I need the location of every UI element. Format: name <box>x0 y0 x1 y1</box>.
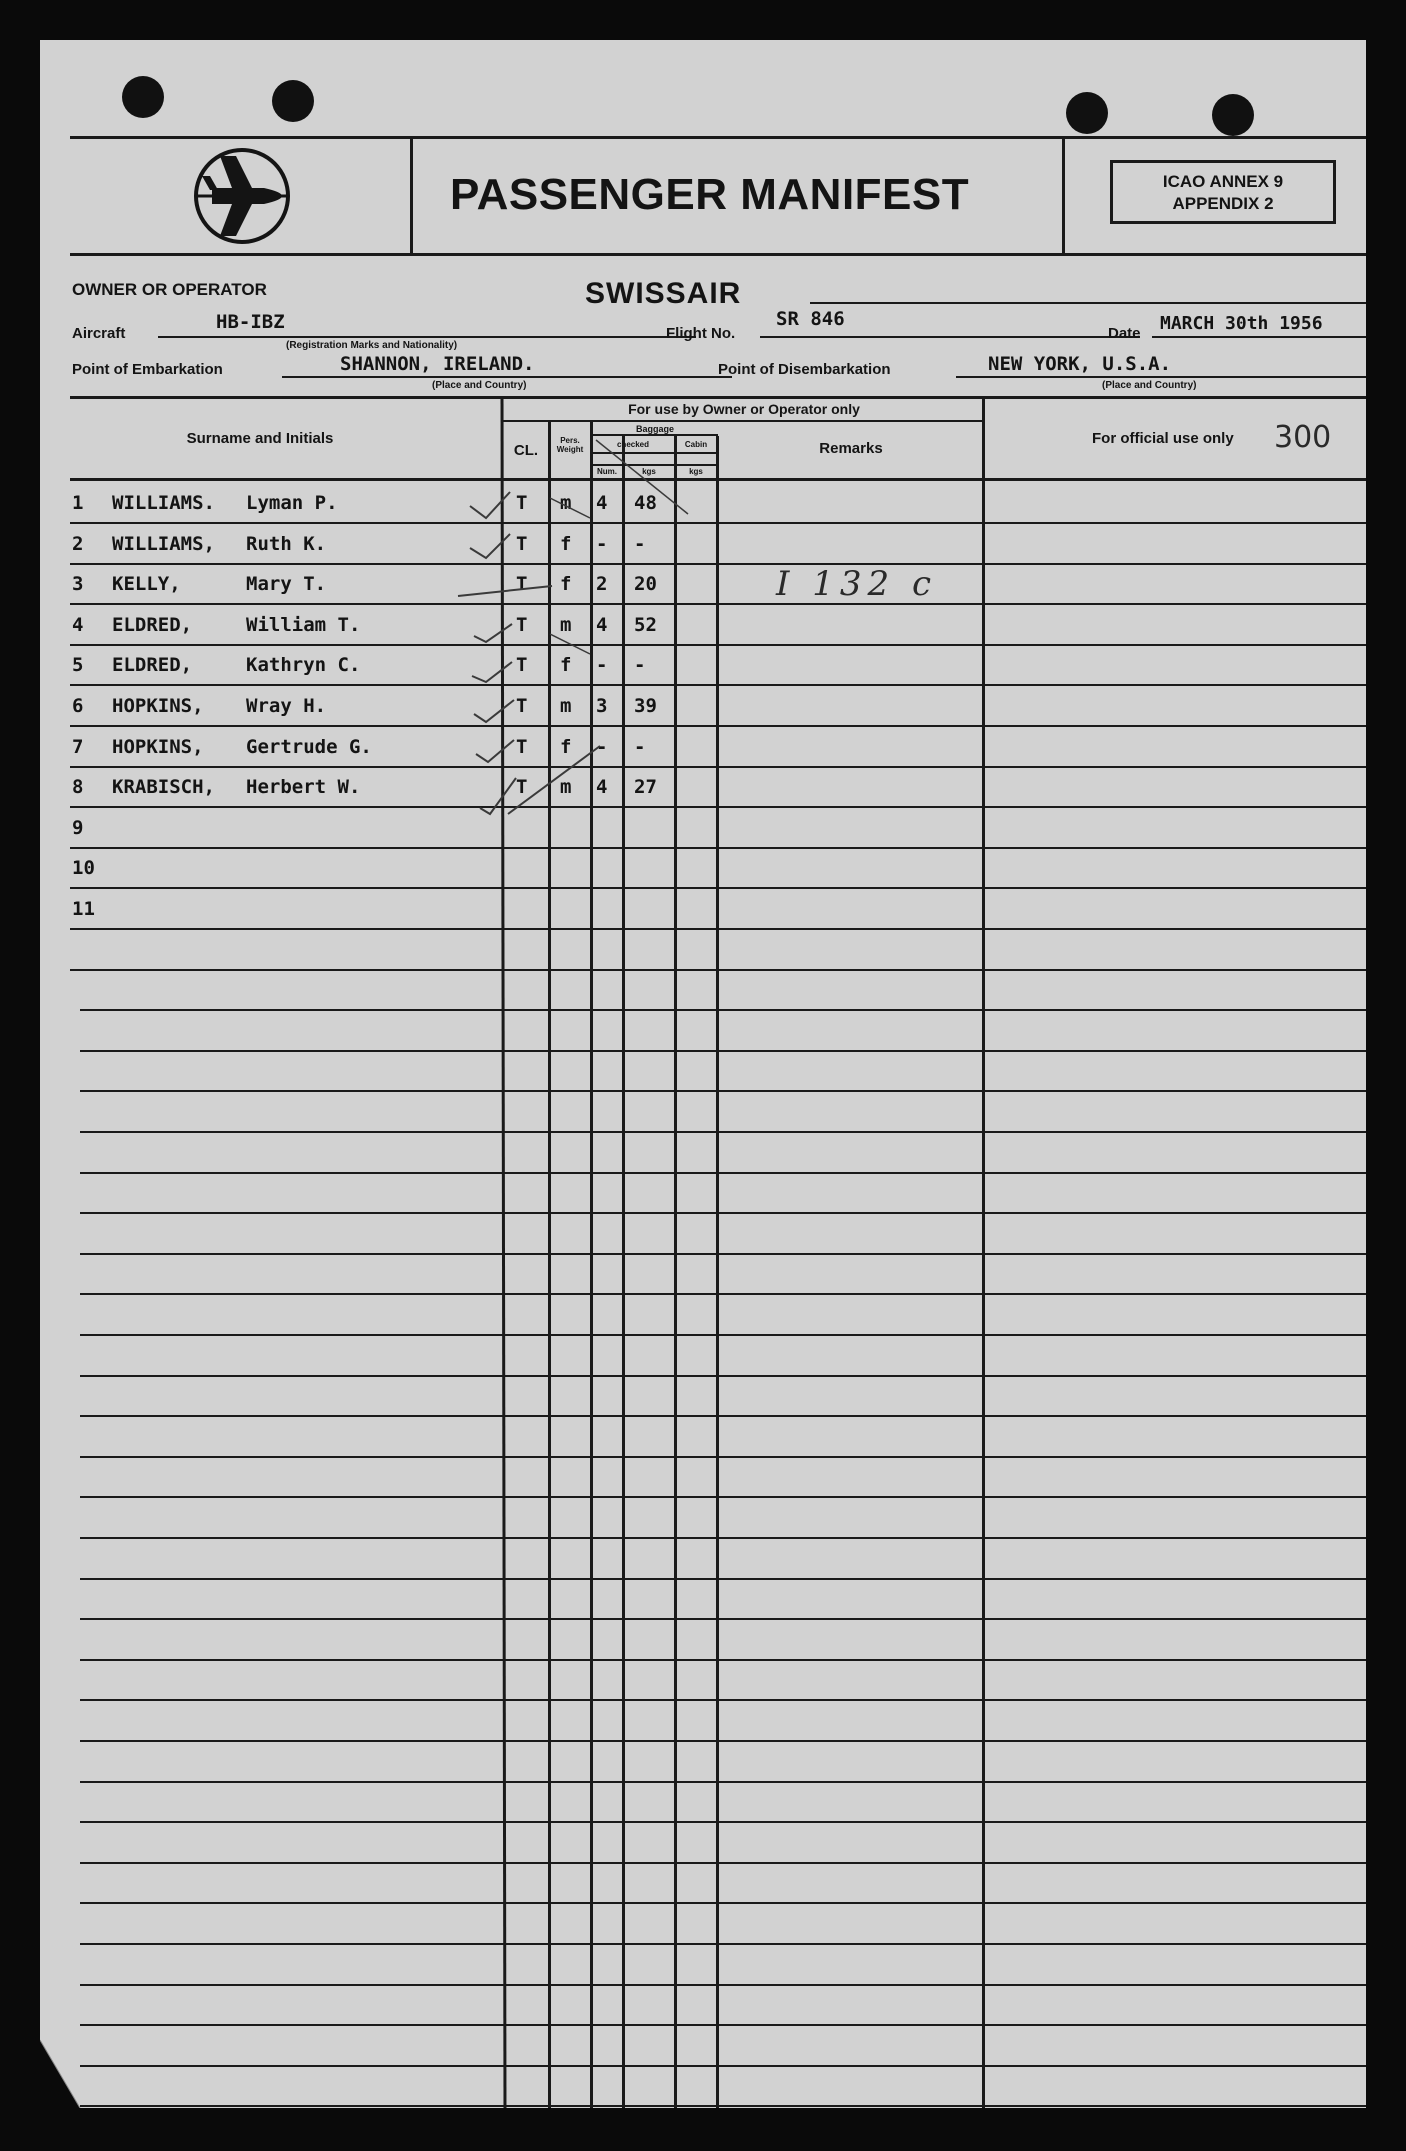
row-number: 7 <box>72 736 84 758</box>
passenger-surname: WILLIAMS, <box>112 533 215 555</box>
ruled-line <box>80 1618 1366 1620</box>
row-number: 2 <box>72 533 84 555</box>
passenger-class: T <box>516 573 528 595</box>
official-number: 300 <box>1274 420 1332 455</box>
ruled-line <box>80 2065 1366 2067</box>
baggage-kgs: - <box>634 654 646 676</box>
passenger-sex: m <box>560 776 572 798</box>
header-num: Num. <box>597 467 617 476</box>
passenger-class: T <box>516 614 528 636</box>
passenger-surname: HOPKINS, <box>112 736 204 758</box>
passenger-sex: m <box>560 492 572 514</box>
passenger-class: T <box>516 654 528 676</box>
owner-value: SWISSAIR <box>585 277 742 310</box>
row-number: 8 <box>72 776 84 798</box>
ruled-line <box>80 1050 1366 1052</box>
handwritten-remark: I 132 c <box>776 564 937 604</box>
embark-value: SHANNON, IRELAND. <box>340 353 535 375</box>
passenger-sex: m <box>560 695 572 717</box>
baggage-count: 2 <box>596 573 608 595</box>
baggage-kgs: 20 <box>634 573 657 595</box>
embark-label: Point of Embarkation <box>72 361 223 378</box>
ruled-line <box>80 1699 1366 1701</box>
header-owner-use: For use by Owner or Operator only <box>628 401 860 417</box>
ruled-line <box>80 1375 1366 1377</box>
passenger-surname: ELDRED, <box>112 614 193 636</box>
ruled-line <box>80 1537 1366 1539</box>
passenger-surname: KELLY, <box>112 573 181 595</box>
header-kgs: kgs <box>642 467 656 476</box>
row-number: 6 <box>72 695 84 717</box>
passenger-class: T <box>516 533 528 555</box>
passenger-surname: WILLIAMS. <box>112 492 215 514</box>
flight-value: SR 846 <box>776 308 845 330</box>
header-pers-weight: Pers. Weight <box>556 436 584 454</box>
ruled-line <box>80 2024 1366 2026</box>
aircraft-label: Aircraft <box>72 325 126 342</box>
passenger-sex: f <box>560 736 572 758</box>
baggage-kgs: 39 <box>634 695 657 717</box>
baggage-count: 3 <box>596 695 608 717</box>
header-cabin: Cabin <box>684 440 708 449</box>
passenger-class: T <box>516 776 528 798</box>
ruled-line <box>80 1456 1366 1458</box>
baggage-kgs: - <box>634 736 646 758</box>
baggage-count: - <box>596 533 608 555</box>
header-checked: checked <box>616 440 650 449</box>
aircraft-value: HB-IBZ <box>216 311 285 333</box>
ruled-line <box>80 1740 1366 1742</box>
passenger-sex: f <box>560 573 572 595</box>
header-cl: CL. <box>513 442 539 459</box>
folded-corner <box>40 2030 100 2108</box>
passenger-initials: Gertrude G. <box>246 736 372 758</box>
row-number: 3 <box>72 573 84 595</box>
passenger-surname: ELDRED, <box>112 654 193 676</box>
header-surname: Surname and Initials <box>186 430 334 447</box>
ruled-line <box>80 1253 1366 1255</box>
passenger-sex: f <box>560 533 572 555</box>
passenger-surname: HOPKINS, <box>112 695 204 717</box>
ruled-line <box>80 1009 1366 1011</box>
row-number: 9 <box>72 817 84 839</box>
ruled-line <box>80 1172 1366 1174</box>
embark-note: (Place and Country) <box>432 380 527 391</box>
ruled-line <box>80 1821 1366 1823</box>
baggage-count: 4 <box>596 614 608 636</box>
passenger-class: T <box>516 736 528 758</box>
ruled-line <box>80 1943 1366 1945</box>
passenger-class: T <box>516 492 528 514</box>
passenger-initials: William T. <box>246 614 361 636</box>
passenger-surname: KRABISCH, <box>112 776 215 798</box>
header-cabin-kgs: kgs <box>689 467 703 476</box>
baggage-kgs: - <box>634 533 646 555</box>
icao-line-2: APPENDIX 2 <box>1172 194 1274 213</box>
ruled-line <box>80 1984 1366 1986</box>
header-remarks: Remarks <box>819 440 883 457</box>
ruled-line <box>70 969 1366 971</box>
icao-line-1: ICAO ANNEX 9 <box>1162 172 1284 191</box>
passenger-sex: m <box>560 614 572 636</box>
checkmarks <box>40 40 1366 940</box>
baggage-kgs: 27 <box>634 776 657 798</box>
passenger-initials: Mary T. <box>246 573 327 595</box>
manifest-page <box>40 40 1366 2108</box>
passenger-initials: Kathryn C. <box>246 654 361 676</box>
date-value: MARCH 30th 1956 <box>1160 313 1323 334</box>
ruled-line <box>80 1781 1366 1783</box>
aircraft-note: (Registration Marks and Nationality) <box>286 340 458 351</box>
ruled-line <box>80 1659 1366 1661</box>
ruled-line <box>80 1131 1366 1133</box>
owner-label: OWNER OR OPERATOR <box>72 280 267 299</box>
baggage-count: - <box>596 654 608 676</box>
disembark-value: NEW YORK, U.S.A. <box>988 353 1172 375</box>
ruled-line <box>80 1902 1366 1904</box>
date-label: Date <box>1108 325 1141 342</box>
ruled-line <box>80 1334 1366 1336</box>
passenger-initials: Lyman P. <box>246 492 338 514</box>
ruled-line <box>80 1862 1366 1864</box>
disembark-note: (Place and Country) <box>1102 380 1197 391</box>
ruled-line <box>80 1496 1366 1498</box>
baggage-kgs: 48 <box>634 492 657 514</box>
ruled-line <box>80 1415 1366 1417</box>
passenger-initials: Wray H. <box>246 695 327 717</box>
baggage-count: - <box>596 736 608 758</box>
row-number: 11 <box>72 898 95 920</box>
row-number: 5 <box>72 654 84 676</box>
ruled-line <box>80 1090 1366 1092</box>
ruled-line <box>80 1578 1366 1580</box>
row-number: 4 <box>72 614 84 636</box>
header-official: For official use only <box>1092 430 1234 447</box>
ruled-line <box>80 1212 1366 1214</box>
baggage-count: 4 <box>596 492 608 514</box>
baggage-count: 4 <box>596 776 608 798</box>
passenger-initials: Ruth K. <box>246 533 327 555</box>
page-title: PASSENGER MANIFEST <box>450 170 970 219</box>
baggage-kgs: 52 <box>634 614 657 636</box>
passenger-class: T <box>516 695 528 717</box>
row-number: 10 <box>72 857 95 879</box>
flight-label: Flight No. <box>666 325 736 342</box>
passenger-sex: f <box>560 654 572 676</box>
passenger-initials: Herbert W. <box>246 776 361 798</box>
header-baggage: Baggage <box>635 424 674 434</box>
disembark-label: Point of Disembarkation <box>718 361 891 378</box>
row-number: 1 <box>72 492 84 514</box>
ruled-line <box>80 2105 1366 2107</box>
ruled-line <box>80 1293 1366 1295</box>
